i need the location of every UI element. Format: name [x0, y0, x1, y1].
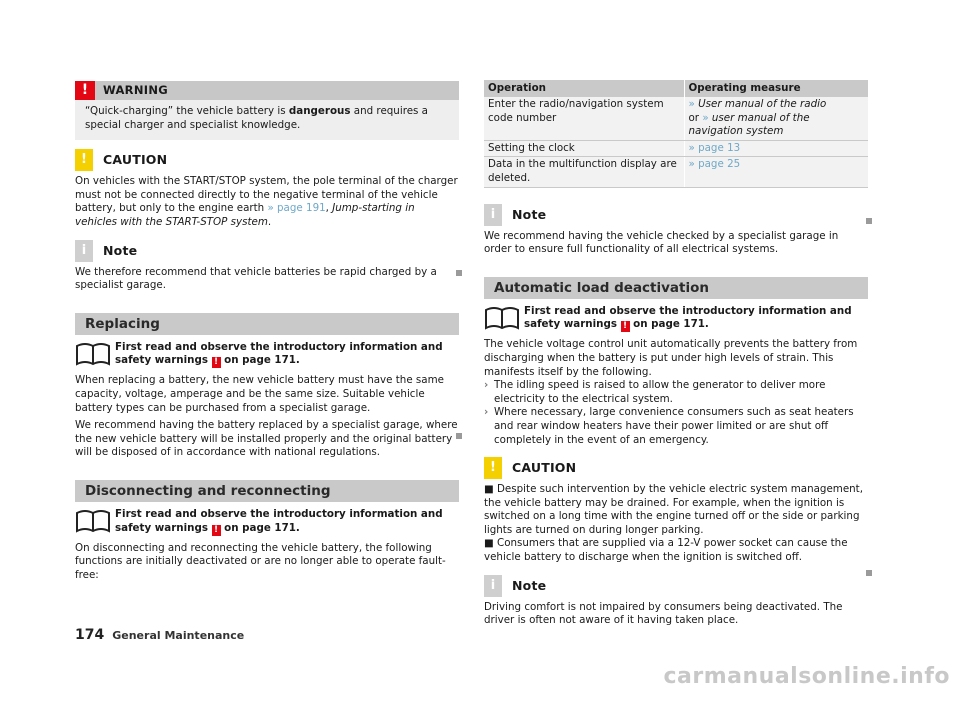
right-column [484, 80, 868, 628]
caution-header [484, 457, 868, 479]
note-block [75, 240, 459, 293]
book-icon [75, 508, 111, 534]
table-header: Operating measure [684, 80, 868, 97]
intro-reference: First read and observe the introductory information and safety warnings ! on page 171. [484, 305, 868, 333]
note-text: We recommend having the vehicle checked by a specialist garage in order to ensure full functionality of all electrical systems. [484, 229, 839, 256]
chapter-title: General Maintenance [112, 629, 245, 642]
table-cell: Setting the clock [484, 140, 684, 157]
end-mark [866, 570, 872, 576]
caution-block [75, 149, 459, 229]
page-number: 174 [75, 627, 105, 643]
table-header-row [484, 80, 868, 97]
caution-text: ■ Consumers that are supplied via a 12-V power socket can cause the vehicle battery to discharge when the ignition is switched off. [484, 537, 848, 564]
end-mark [866, 218, 872, 224]
note-header [484, 204, 868, 226]
section-heading-automatic-load: Automatic load deactivation [484, 277, 868, 299]
left-column [75, 80, 459, 582]
caution-block [484, 457, 868, 565]
caution-text: ■ Despite such intervention by the vehicle electric system management, the vehicle battery may be drained. For example, when the ignition is switched on a long time with the engine turned off or the side or parking lights are turned on during longer parking. [484, 483, 863, 536]
paragraph: We recommend having the battery replaced by a specialist garage, where the new vehicle battery will be installed properly and the original battery will be disposed of in accordance with national regulations. [75, 419, 458, 459]
page-link[interactable]: » page 191 [267, 202, 326, 215]
watermark: carmanualsonline.info [663, 664, 950, 689]
warning-box [75, 80, 459, 140]
table-cell: » User manual of the radio or » user manual of the navigation system [684, 97, 868, 140]
table-row [484, 97, 868, 140]
page-footer [75, 629, 244, 643]
intro-reference: First read and observe the introductory information and safety warnings ! on page 171. [75, 508, 459, 536]
caution-text: On vehicles with the START/STOP system, the pole terminal of the charger must not be connected directly to the negative terminal of the vehicle battery, but only to the engine earth » page 191, Jump-starting in vehicles with the START-STOP system. [75, 175, 458, 228]
table-row [484, 140, 868, 157]
end-mark [456, 433, 462, 439]
arrow-icon: › [484, 379, 489, 392]
page-link[interactable]: » page 25 [684, 157, 868, 187]
table-cell: Data in the multifunction display are deleted. [484, 157, 684, 187]
note-header [75, 240, 459, 262]
warning-icon: ! [621, 321, 630, 332]
book-icon [484, 305, 520, 331]
operations-table [484, 80, 868, 188]
warning-title: WARNING [103, 83, 168, 97]
note-block [484, 575, 868, 628]
table-header: Operation [484, 80, 684, 97]
section-heading-replacing: Replacing [75, 313, 459, 335]
warning-header [75, 81, 459, 100]
warning-text: “Quick-charging” the vehicle battery is dangerous and requires a special charger and specialist knowledge. [85, 105, 428, 131]
end-mark [456, 270, 462, 276]
note-title: Note [512, 577, 547, 593]
note-text: Driving comfort is not impaired by consumers being deactivated. The driver is often not aware of it having taken place. [484, 600, 843, 627]
list-item: › The idling speed is raised to allow the generator to deliver more electricity to the electrical system. [484, 379, 826, 405]
info-icon: i [75, 240, 93, 262]
caution-title: CAUTION [512, 460, 577, 476]
page-link[interactable]: » page 13 [684, 140, 868, 157]
warning-icon: ! [212, 357, 221, 368]
note-title: Note [103, 242, 138, 258]
note-header [484, 575, 868, 597]
caution-icon: ! [484, 457, 502, 479]
info-icon: i [484, 204, 502, 226]
note-block [484, 204, 868, 257]
info-icon: i [484, 575, 502, 597]
note-title: Note [512, 206, 547, 222]
list-item: › Where necessary, large convenience consumers such as seat heaters and rear window heaters have their power limited or are shut off completely in the event of an emergency. [484, 406, 854, 446]
warning-icon: ! [212, 525, 221, 536]
paragraph: When replacing a battery, the new vehicle battery must have the same capacity, voltage, amperage and be the same size. Suitable vehicle battery types can be purchased from a specialist garage. [75, 374, 444, 414]
caution-title: CAUTION [103, 152, 168, 168]
paragraph: On disconnecting and reconnecting the vehicle battery, the following functions are initially deactivated or are no longer able to operate fault-free: [75, 541, 446, 581]
section-heading-disconnecting: Disconnecting and reconnecting [75, 480, 459, 502]
warning-icon: ! [75, 81, 95, 100]
book-icon [75, 341, 111, 367]
caution-icon: ! [75, 149, 93, 171]
table-cell: Enter the radio/navigation system code number [484, 97, 684, 140]
caution-header [75, 149, 459, 171]
paragraph: The vehicle voltage control unit automatically prevents the battery from discharging when the battery is put under high levels of strain. This manifests itself by the following. [484, 338, 858, 378]
table-row [484, 157, 868, 187]
arrow-icon: › [484, 406, 489, 419]
intro-reference: First read and observe the introductory information and safety warnings ! on page 171. [75, 341, 459, 369]
note-text: We therefore recommend that vehicle batteries be rapid charged by a specialist garage. [75, 265, 437, 292]
